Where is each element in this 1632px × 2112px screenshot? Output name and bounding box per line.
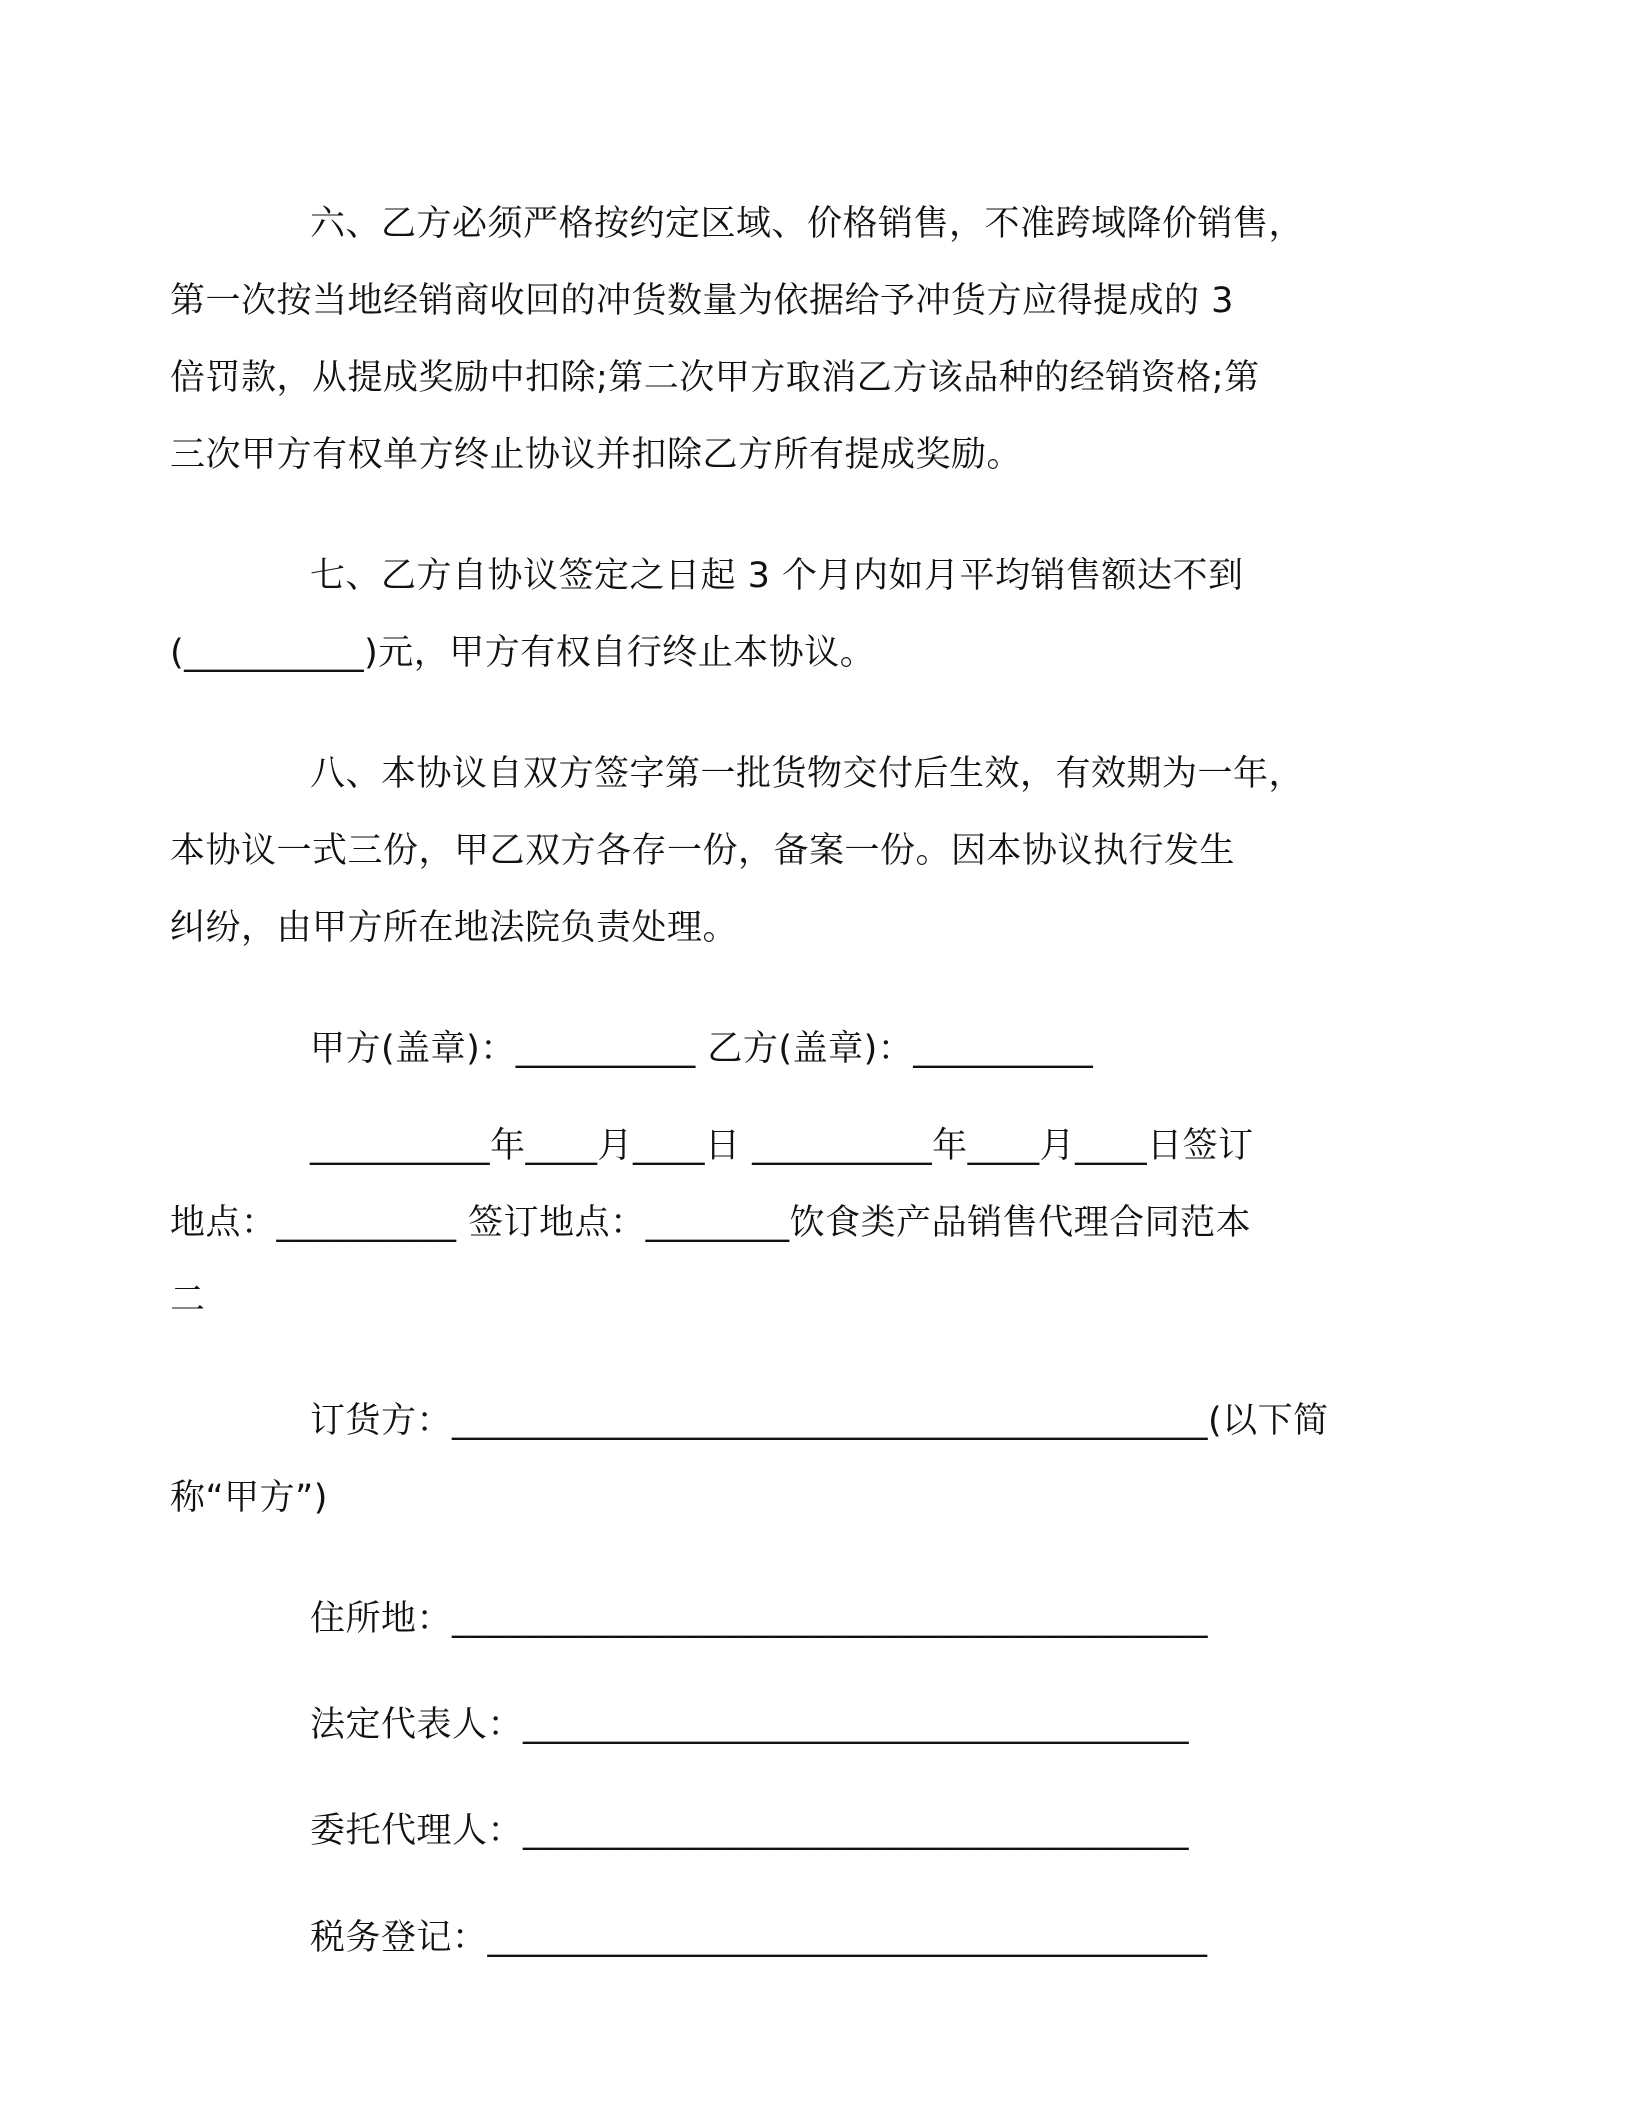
clause-eight-line-3: 纠纷，由甲方所在地法院负责处理。	[170, 908, 739, 948]
clause-eight-line-1: 八、本协议自双方签字第一批货物交付后生效，有效期为一年，	[310, 754, 1305, 794]
clause-six-line-2: 第一次按当地经销商收回的冲货数量为依据给予冲货方应得提成的 3	[170, 281, 1234, 321]
clause-eight-line-2: 本协议一式三份，甲乙双方各存一份，备案一份。因本协议执行发生	[170, 831, 1236, 871]
buyer-field-line-1: 订货方：__________________________________________(以下简	[310, 1401, 1329, 1441]
tax-field-line: 税务登记：________________________________________	[310, 1918, 1208, 1958]
address-field-line: 住所地：__________________________________________	[310, 1599, 1209, 1639]
agent-field-line: 委托代理人：_____________________________________	[310, 1811, 1190, 1851]
legal-rep-field	[240, 1687, 1390, 1764]
clause-six-line-4: 三次甲方有权单方终止协议并扣除乙方所有提成奖励。	[170, 435, 1023, 475]
document-body	[170, 186, 1390, 1977]
buyer-field-line-2: 称“甲方”)	[170, 1478, 328, 1518]
clause-seven	[170, 538, 1390, 692]
clause-six-line-3: 倍罚款，从提成奖励中扣除;第二次甲方取消乙方该品种的经销资格;第	[170, 358, 1260, 398]
clause-six	[170, 186, 1390, 494]
clause-six-line-1: 六、乙方必须严格按约定区域、价格销售，不准跨域降价销售，	[310, 204, 1305, 244]
buyer-field	[170, 1383, 1390, 1537]
signature-dates-line-2: 地点：__________ 签订地点：________饮食类产品销售代理合同范本	[170, 1203, 1252, 1243]
clause-seven-line-2: (__________)元，甲方有权自行终止本协议。	[170, 633, 876, 673]
address-field	[240, 1581, 1390, 1658]
signature-dates	[170, 1108, 1390, 1339]
clause-seven-line-1: 七、乙方自协议签定之日起 3 个月内如月平均销售额达不到	[310, 556, 1244, 596]
tax-field	[240, 1900, 1390, 1977]
signature-seals	[240, 1011, 1390, 1088]
signature-seals-line: 甲方(盖章)：__________ 乙方(盖章)：__________	[310, 1029, 1094, 1069]
agent-field	[240, 1793, 1390, 1870]
signature-dates-line-1: __________年____月____日 __________年____月____日签订	[310, 1126, 1254, 1166]
contract-two-heading: 二	[170, 1280, 206, 1320]
clause-eight	[170, 736, 1390, 967]
legal-rep-field-line: 法定代表人：_____________________________________	[310, 1705, 1190, 1745]
